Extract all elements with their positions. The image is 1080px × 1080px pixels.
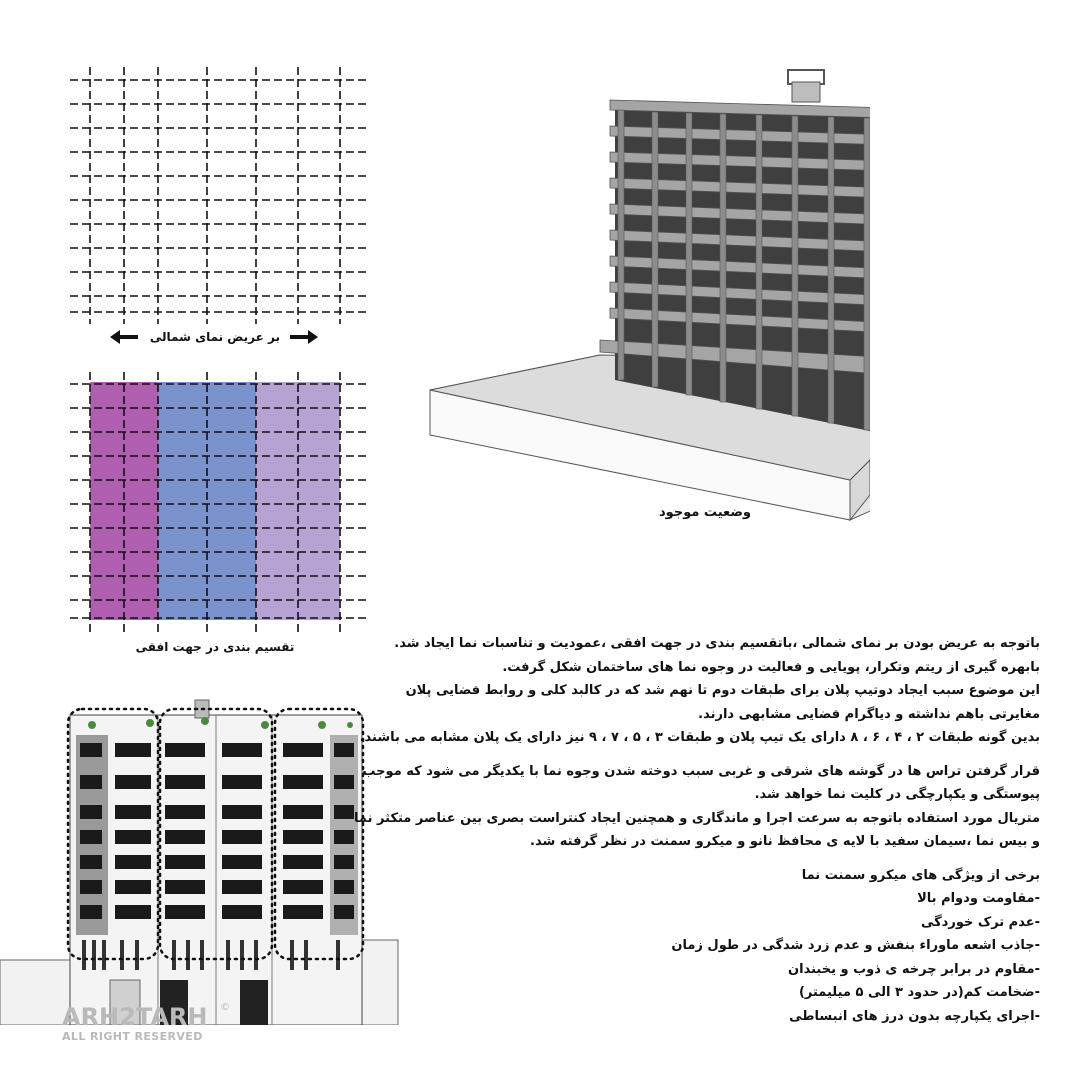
facade-elevation-drawing [0,695,400,1025]
existing-condition-caption: وضعیت موجود [659,505,751,520]
description-line-1: باتوجه به عریض بودن بر نمای شمالی ،باتقسیم بندی در جهت افقی ،عمودیت و تناسبات نما ایجاد شد. [394,636,1040,651]
right-arrow-icon [288,328,320,346]
feature-item: -اجرای یکپارچه بدون درز های انبساطی [789,1008,1040,1024]
description-line-4: مغایرتی باهم نداشته و دیاگرام فضایی مشابهی دارند. [698,706,1040,722]
description-line-3: این موضوع سبب ایجاد دوتیپ پلان برای طبقات دوم تا نهم شد که در کالبد کلی و روابط فضایی پلان [405,683,1040,698]
band-left [90,382,158,620]
watermark [62,1004,232,1052]
description-line-8: متریال مورد استفاده باتوجه به سرعت اجرا و ماندگاری و همچنین ایجاد کنتراست بصری بین عناصر متکثر نما [354,810,1040,826]
description-line-6: قرار گرفتن تراس ها در گوشه های شرقی و غربی سبب دوخته شدن وجوه نما با یکدیگر می شود که موجب [362,763,1040,779]
description-line-5: بدین گونه طبقات ۲ ، ۴ ، ۶ ، ۸ دارای یک تیپ پلان و طبقات ۳ ، ۵ ، ۷ ، ۹ نیز دارای یک پلان مشابه می باشند. [359,730,1040,745]
facade-grid-diagram [70,62,370,327]
north-facade-caption: بر عریض نمای شمالی [149,330,280,344]
description-line-2: بابهره گیری از ریتم وتکرار، پویایی و فعالیت در وجوه نما های ساختمان شکل گرفت. [502,659,1040,675]
features-title: برخی از ویژگی های میکرو سمنت نما [801,867,1040,883]
colored-division-diagram [70,372,370,634]
description-line-7: پیوستگی و یکپارچگی در کلیت نما خواهد شد. [754,787,1040,802]
feature-item: -ضخامت کم(در حدود ۳ الی ۵ میلیمتر) [798,985,1040,1000]
band-middle [158,382,256,620]
description-text [354,632,1040,1028]
feature-item: -عدم ترک خوردگی [920,914,1040,930]
copyright-icon: © [220,1002,230,1013]
feature-item: -مقاوم در برابر چرخه ی ذوب و یخبندان [788,961,1040,977]
horizontal-division-caption: تقسیم بندی در جهت افقی [135,640,295,654]
left-arrow-icon [108,328,140,346]
feature-item: -جاذب اشعه ماوراء بنفش و عدم زرد شدگی در طول زمان [671,938,1040,953]
feature-item: -مقاومت ودوام بالا [917,891,1040,906]
band-right [256,382,340,620]
description-line-9: و بیس نما ،سیمان سفید با لایه ی محافظ نانو و میکرو سمنت در نظر گرفته شد. [530,834,1040,849]
watermark-brand: ARH2TARH [62,1003,208,1031]
watermark-rights: ALL RIGHT RESERVED [62,1030,203,1043]
existing-building-3d [420,60,870,540]
